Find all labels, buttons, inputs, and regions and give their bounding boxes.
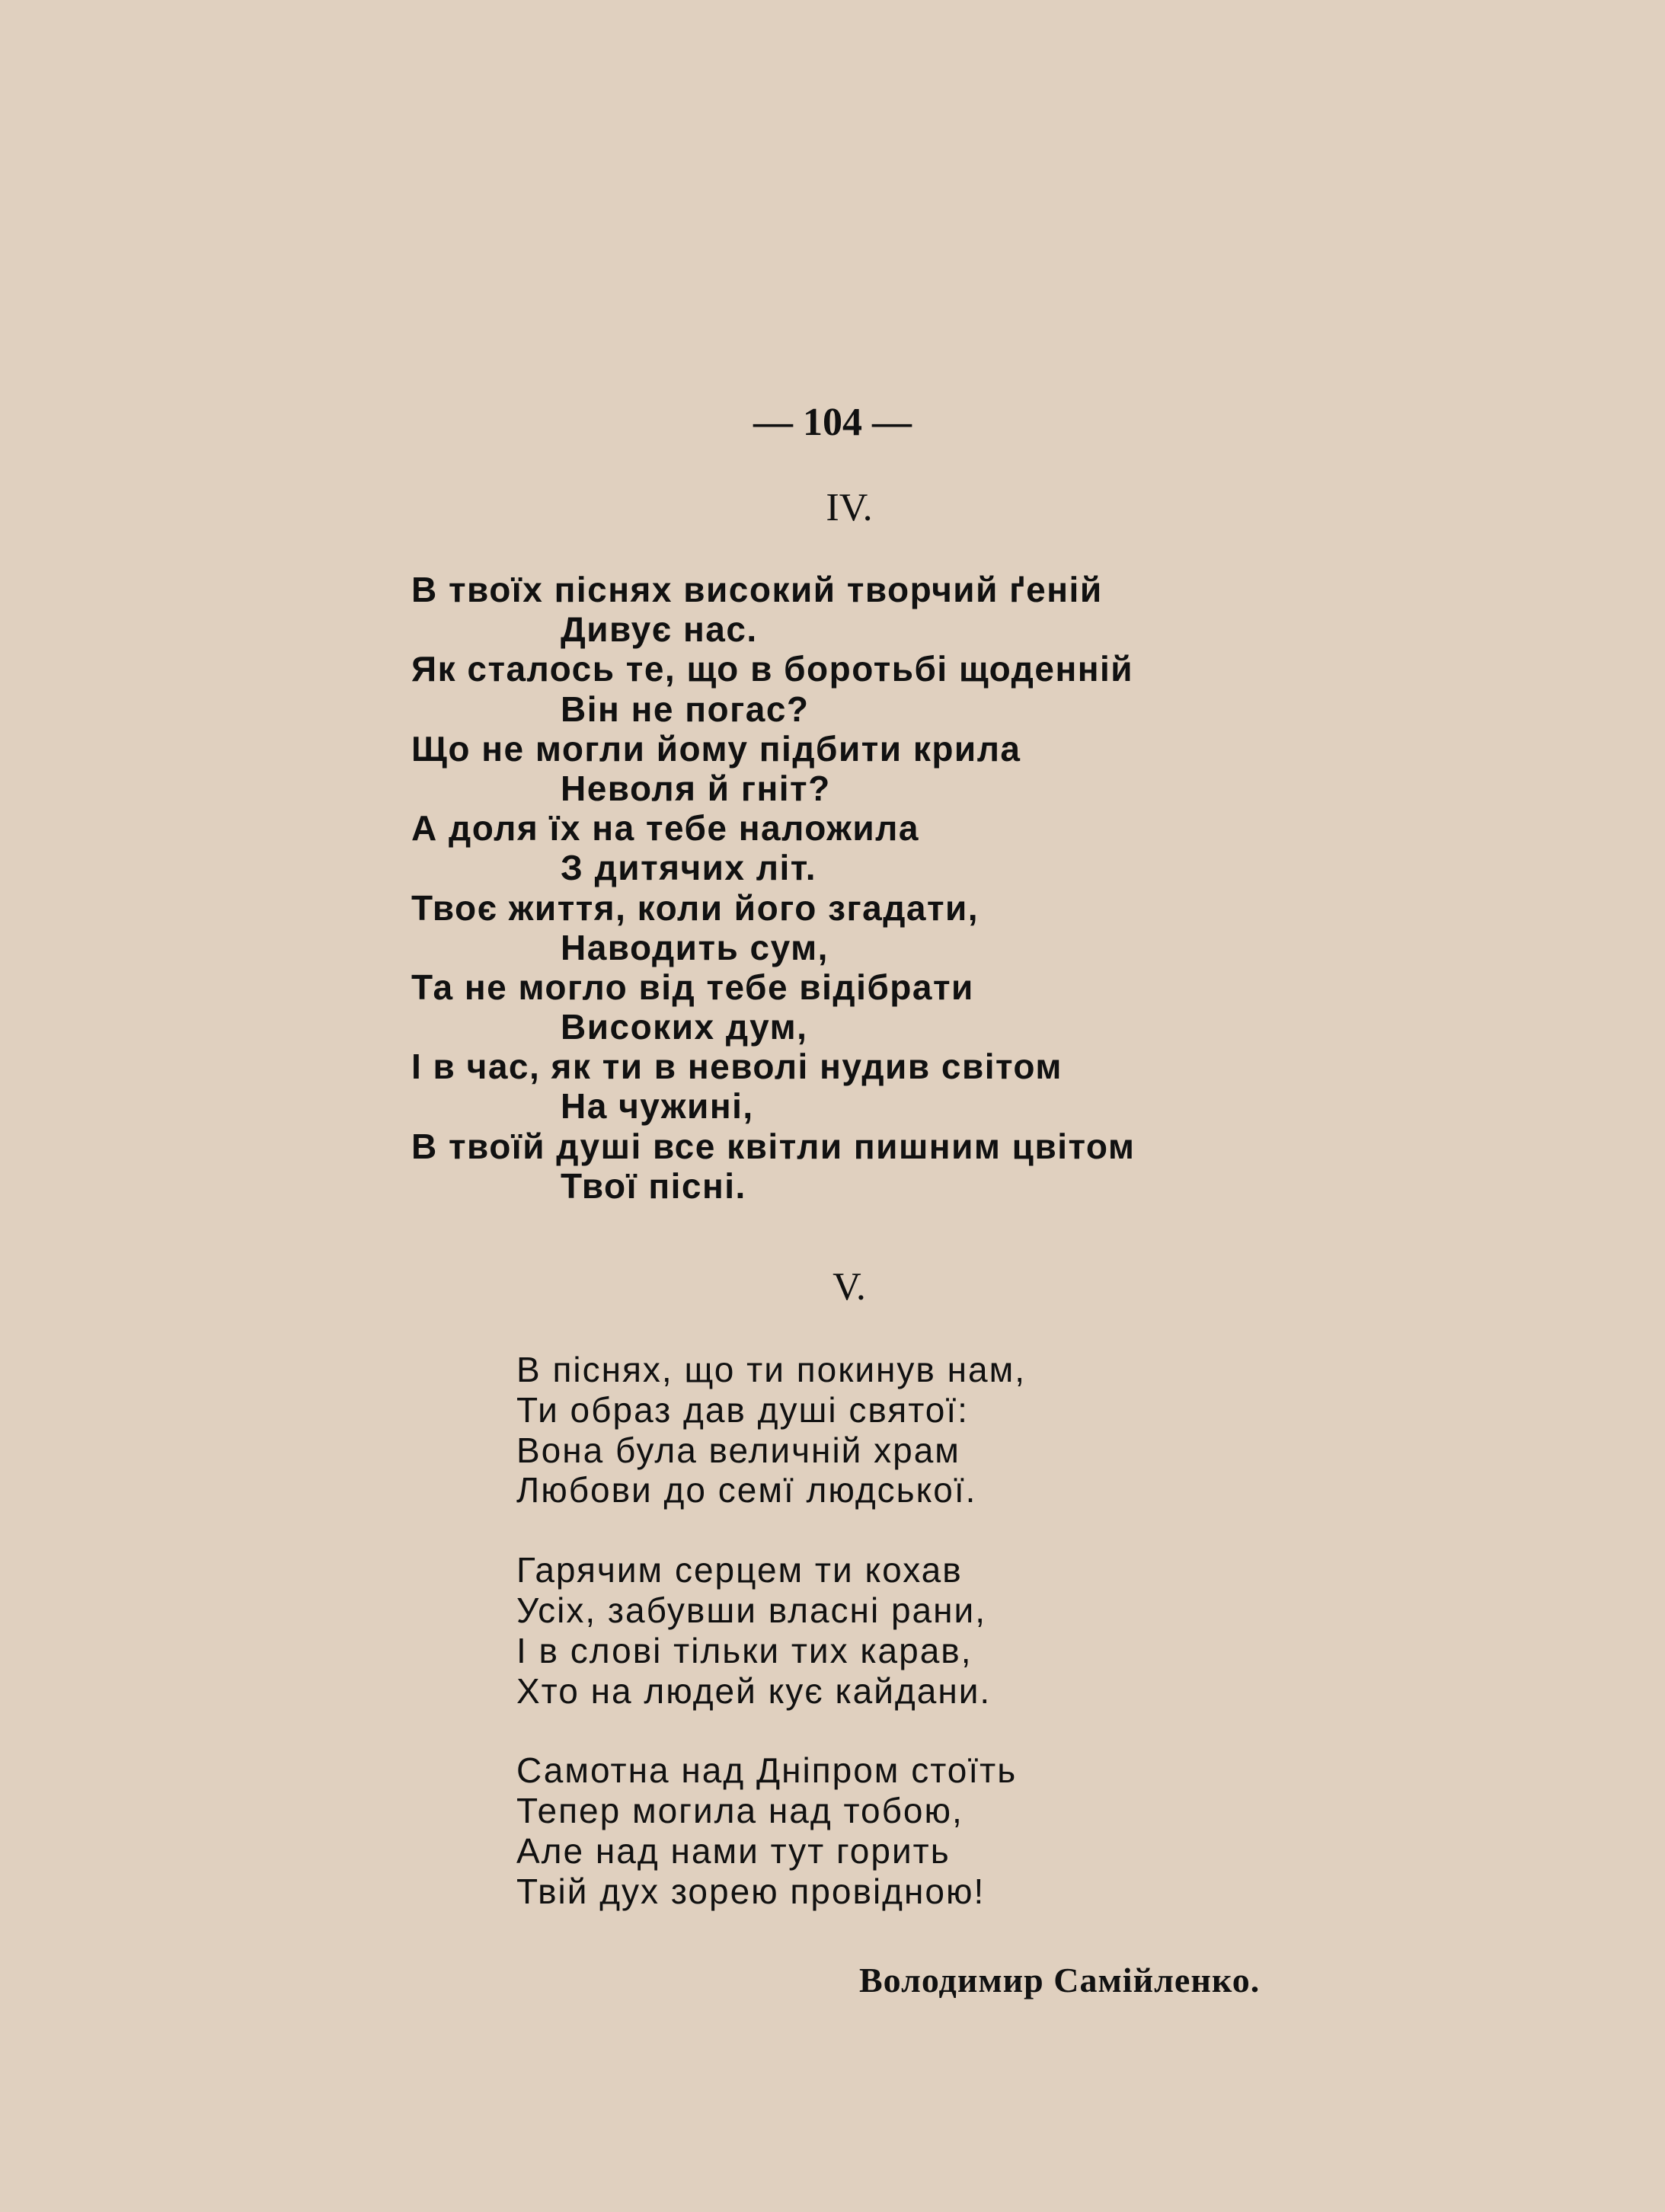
- poem-line: На чужині,: [561, 1086, 754, 1127]
- poem-line: Гарячим серцем ти кохав: [516, 1550, 963, 1590]
- poem-line: Він не погас?: [561, 689, 810, 729]
- poem-line: Та не могло від тебе відібрати: [411, 967, 974, 1007]
- poem-line: Що не могли йому підбити крила: [411, 728, 1021, 769]
- poem-line: Наводить сум,: [561, 927, 829, 967]
- poem-line: Твої пісні.: [561, 1165, 746, 1206]
- section-heading-iv: IV.: [826, 486, 873, 529]
- poem-line: Вона була величній храм: [516, 1430, 960, 1470]
- poem-line: Високих дум,: [561, 1007, 808, 1047]
- poem-line: Дивує нас.: [561, 609, 758, 650]
- poem-line: Як сталось те, що в боротьбі щоденній: [411, 649, 1134, 689]
- stanza: [516, 1750, 1278, 1911]
- poem-line: Але над нами тут горить: [516, 1830, 951, 1871]
- page-number: — 104 —: [753, 401, 912, 444]
- poem-section-v: [516, 1350, 1278, 1951]
- poem-line: Любови до семї людської.: [516, 1470, 977, 1510]
- stanza: [516, 1550, 1278, 1711]
- poem-line: І в час, як ти в неволі нудив світом: [411, 1047, 1063, 1087]
- author-signature: Володимир Самійленко.: [859, 1961, 1261, 1999]
- poem-line: Твоє життя, коли його згадати,: [411, 887, 980, 928]
- poem-line: І в слові тільки тих карав,: [516, 1630, 973, 1670]
- section-heading-v: V.: [832, 1265, 866, 1309]
- poem-line: Ти образ дав душі святої:: [516, 1389, 969, 1430]
- poem-section-iv: [411, 570, 1341, 1206]
- poem-line: Хто на людей кує кайдани.: [516, 1670, 992, 1711]
- poem-line: Усіх, забувши власні рани,: [516, 1590, 987, 1630]
- poem-line: В твоїй душі все квітли пишним цвітом: [411, 1126, 1136, 1166]
- poem-line: Твій дух зорею провідною!: [516, 1871, 986, 1911]
- poem-line: Неволя й гніт?: [561, 768, 831, 808]
- poem-line: В твоїх піснях високий творчий ґеній: [411, 570, 1103, 609]
- poem-line: З дитячих літ.: [561, 848, 817, 888]
- poem-line: А доля їх на тебе наложила: [411, 808, 919, 849]
- poem-line: Тепер могила над тобою,: [516, 1791, 964, 1831]
- poem-line: В піснях, що ти покинув нам,: [516, 1350, 1027, 1389]
- poem-line: Самотна над Дніпром стоїть: [516, 1750, 1018, 1791]
- stanza: [516, 1350, 1278, 1510]
